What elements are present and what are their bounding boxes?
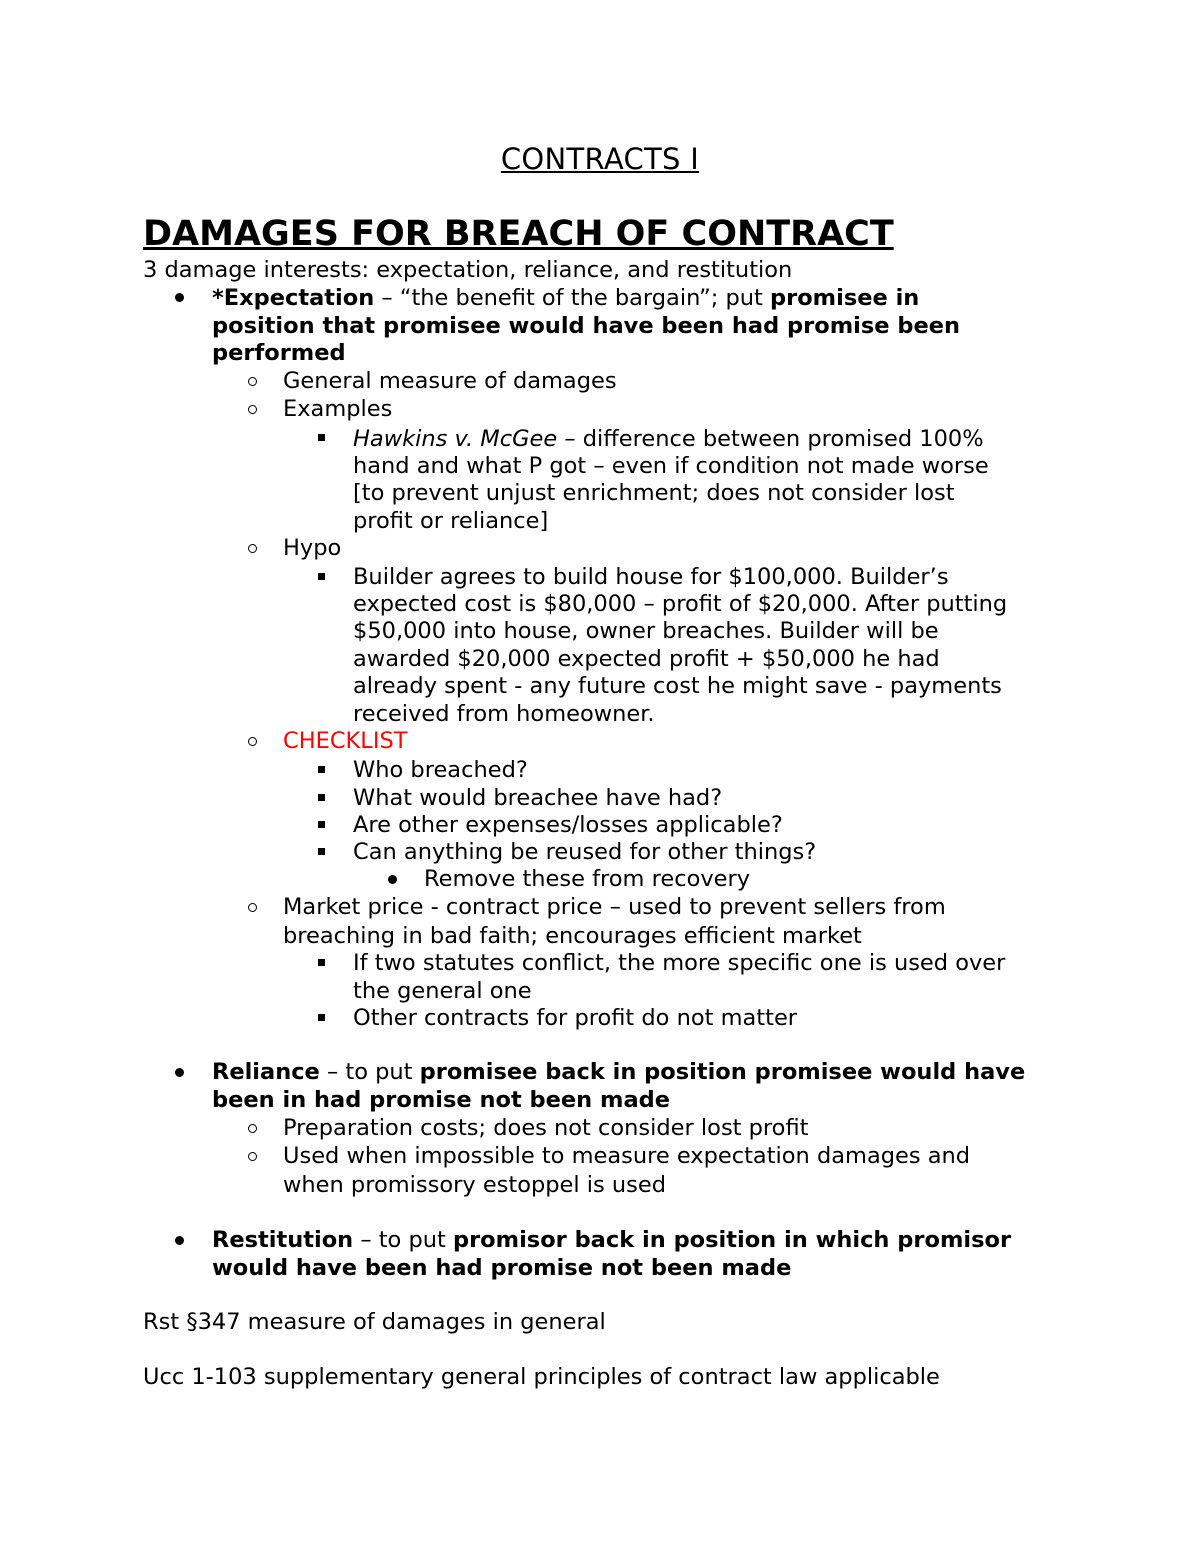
general-measure: General measure of damages — [283, 368, 617, 394]
expectation-sep: – “the benefit of the bargain”; put — [374, 285, 771, 311]
bullet-square — [318, 959, 325, 966]
bullet-square — [318, 434, 325, 441]
section-heading: DAMAGES FOR BREACH OF CONTRACT — [143, 214, 894, 254]
market-line-2: breaching in bad faith; encourages efficient market — [283, 923, 862, 949]
bullet-circle — [248, 1152, 257, 1161]
market-sub-1-line-1: If two statutes conflict, the more specific one is used over — [353, 950, 1006, 976]
bullet-circle — [248, 405, 257, 414]
reliance-line-2: been in had promise not been made — [212, 1087, 671, 1113]
hawkins-line-2: hand and what P got – even if condition not made worse — [353, 453, 989, 479]
hypo-line: expected cost is $80,000 – profit of $20,000. After putting — [353, 591, 1008, 617]
reliance-sub-1: Preparation costs; does not consider lost profit — [283, 1115, 809, 1141]
expectation-bold: promisee in — [770, 285, 920, 311]
hawkins-case-name: Hawkins v. McGee — [353, 426, 558, 452]
bullet-circle — [248, 544, 257, 553]
reliance-line-1: Reliance – to put promisee back in position promisee would have — [212, 1059, 1026, 1085]
bullet-square — [318, 821, 325, 828]
bullet-dot — [175, 293, 184, 302]
hawkins-line-4: profit or reliance] — [353, 508, 549, 534]
hypo-line: awarded $20,000 expected profit + $50,000 he had — [353, 646, 940, 672]
bullet-dot — [175, 1068, 184, 1077]
restitution-line-1: Restitution – to put promisor back in position in which promisor — [212, 1227, 1012, 1253]
hawkins-line-3: [to prevent unjust enrichment; does not consider lost — [353, 480, 955, 506]
market-sub-1-line-2: the general one — [353, 978, 532, 1004]
market-sub-2: Other contracts for profit do not matter — [353, 1005, 798, 1031]
checklist-label: CHECKLIST — [283, 728, 408, 754]
reliance-sub-2-line-1: Used when impossible to measure expectation damages and — [283, 1143, 971, 1169]
checklist-item: Can anything be reused for other things? — [353, 839, 817, 865]
bullet-circle — [248, 1124, 257, 1133]
document-title: CONTRACTS I — [500, 142, 700, 176]
hypo-line: already spent - any future cost he might save - payments — [353, 673, 1002, 699]
bullet-circle — [248, 377, 257, 386]
hypo-line: received from homeowner. — [353, 701, 655, 727]
hypo-line: Builder agrees to build house for $100,000. Builder’s — [353, 564, 949, 590]
hypo-label: Hypo — [283, 535, 342, 561]
footer-rst: Rst §347 measure of damages in general — [143, 1309, 606, 1335]
checklist-item: What would breachee have had? — [353, 785, 723, 811]
hypo-line: $50,000 into house, owner breaches. Builder will be — [353, 618, 939, 644]
expectation-term: *Expectation — [212, 285, 375, 311]
footer-ucc: Ucc 1-103 supplementary general principles of contract law applicable — [143, 1364, 940, 1390]
bullet-square — [318, 1014, 325, 1021]
reliance-sub-2-line-2: when promissory estoppel is used — [283, 1172, 667, 1198]
restitution-line-2: would have been had promise not been made — [212, 1255, 792, 1281]
bullet-dot — [388, 875, 397, 884]
checklist-item: Are other expenses/losses applicable? — [353, 812, 783, 838]
bullet-square — [318, 794, 325, 801]
hawkins-line-1: Hawkins v. McGee – difference between promised 100% — [353, 426, 984, 452]
expectation-line-1 — [212, 284, 919, 312]
bullet-square — [318, 766, 325, 773]
market-line-1: Market price - contract price – used to prevent sellers from — [283, 894, 946, 920]
restitution-term: Restitution — [212, 1227, 354, 1253]
bullet-circle — [248, 903, 257, 912]
reliance-term: Reliance — [212, 1059, 320, 1085]
checklist-item: Who breached? — [353, 757, 528, 783]
intro-line: 3 damage interests: expectation, reliance, and restitution — [143, 257, 793, 283]
examples-label: Examples — [283, 396, 393, 422]
expectation-line-2: position that promisee would have been had promise been — [212, 313, 960, 339]
expectation-line-3: performed — [212, 340, 346, 366]
bullet-dot — [175, 1236, 184, 1245]
checklist-subitem: Remove these from recovery — [424, 866, 751, 892]
bullet-circle — [248, 737, 257, 746]
bullet-square — [318, 848, 325, 855]
bullet-square — [318, 573, 325, 580]
